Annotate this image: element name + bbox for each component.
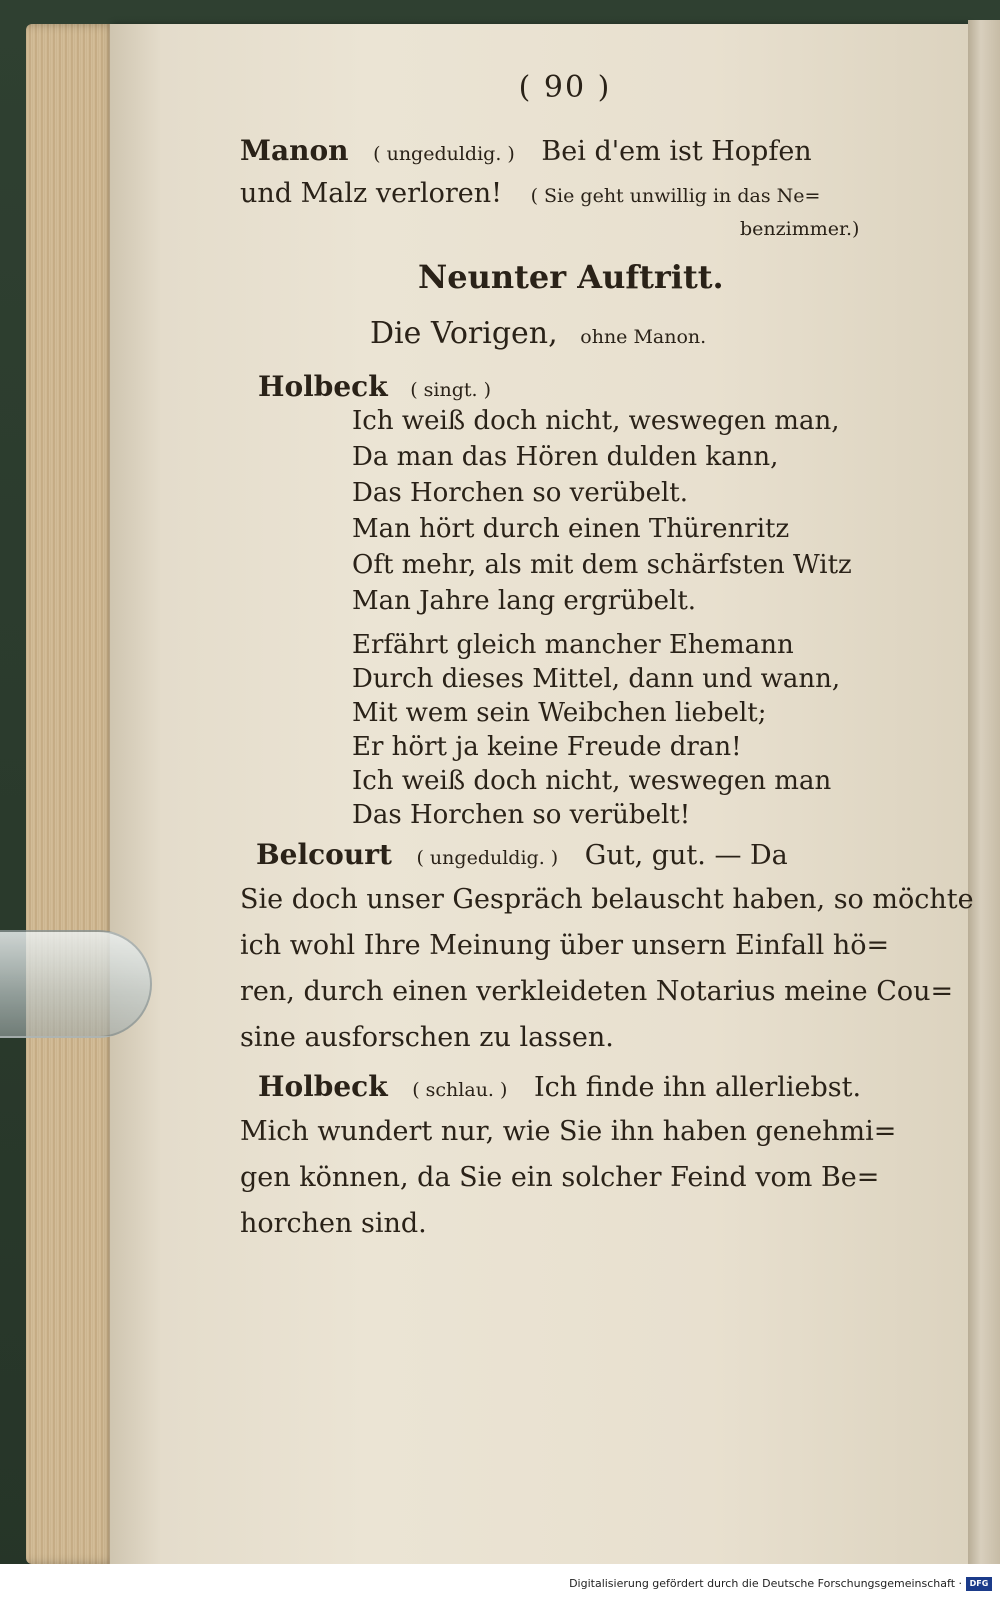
manon-line-1	[240, 134, 812, 167]
cast-list: Die Vorigen,	[370, 316, 558, 351]
stage-direction: ( Sie geht unwillig in das Ne=	[530, 185, 821, 207]
speaker-holbeck: Holbeck	[258, 370, 388, 403]
dialogue-text: Ich finde ihn allerliebst.	[534, 1072, 862, 1103]
speaker-manon: Manon	[240, 134, 349, 167]
dialogue-text: Bei d'em ist Hopfen	[541, 136, 812, 167]
dialogue-line: Mich wundert nur, wie Sie ihn haben genehmi=	[240, 1116, 897, 1147]
page-clip	[0, 930, 152, 1038]
facing-page-edge	[968, 20, 1000, 1568]
dialogue-line: Sie doch unser Gespräch belauscht haben, so möchte	[240, 884, 974, 915]
verse-line: Er hört ja keine Freude dran!	[352, 732, 742, 762]
verse-line: Das Horchen so verübelt.	[352, 478, 688, 508]
speaker-belcourt: Belcourt	[256, 838, 392, 871]
dfg-logo: DFG	[966, 1577, 992, 1591]
verse-line: Ich weiß doch nicht, weswegen man,	[352, 406, 840, 436]
page-number: ( 90 )	[518, 70, 612, 105]
dialogue-line: ren, durch einen verkleideten Notarius meine Cou=	[240, 976, 954, 1007]
verse-line: Oft mehr, als mit dem schärfsten Witz	[352, 550, 852, 580]
scene-heading: Neunter Auftritt.	[418, 258, 724, 296]
verse-line: Man hört durch einen Thürenritz	[352, 514, 790, 544]
dialogue-text: Gut, gut. — Da	[584, 840, 788, 871]
page-edges	[26, 24, 118, 1564]
verse-line: Man Jahre lang ergrübelt.	[352, 586, 697, 616]
speaker-holbeck: Holbeck	[258, 1070, 388, 1103]
stage-direction: ( ungeduldig. )	[416, 847, 559, 869]
stage-direction-cont: benzimmer.)	[740, 218, 860, 240]
scene-cast	[370, 316, 706, 351]
dialogue-line: ich wohl Ihre Meinung über unsern Einfall hö=	[240, 930, 890, 961]
verse-line: Das Horchen so verübelt!	[352, 800, 691, 830]
footer-credit: Digitalisierung gefördert durch die Deutsche Forschungsgemeinschaft ·	[569, 1577, 962, 1590]
stage-direction: ( schlau. )	[412, 1079, 508, 1101]
dialogue-text: und Malz verloren!	[240, 178, 502, 209]
belcourt-line-1	[256, 838, 788, 871]
holbeck-line-1	[258, 1070, 861, 1103]
footer-bar	[0, 1564, 1000, 1598]
dialogue-line: gen können, da Sie ein solcher Feind vom Be=	[240, 1162, 880, 1193]
dialogue-line: sine ausforschen zu lassen.	[240, 1022, 614, 1053]
stage-direction: ( singt. )	[410, 379, 492, 401]
holbeck-heading	[258, 370, 491, 403]
stage-direction: ( ungeduldig. )	[373, 143, 515, 165]
dialogue-line: horchen sind.	[240, 1208, 427, 1239]
cast-note: ohne Manon.	[580, 326, 707, 348]
verse-line: Da man das Hören dulden kann,	[352, 442, 779, 472]
verse-line: Erfährt gleich mancher Ehemann	[352, 630, 794, 660]
verse-line: Mit wem sein Weibchen liebelt;	[352, 698, 767, 728]
verse-line: Ich weiß doch nicht, weswegen man	[352, 766, 832, 796]
verse-line: Durch dieses Mittel, dann und wann,	[352, 664, 841, 694]
manon-line-2	[240, 178, 820, 209]
